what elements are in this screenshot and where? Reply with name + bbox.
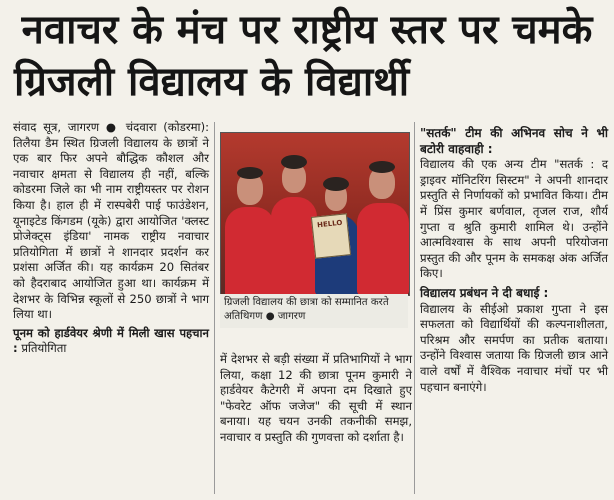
caption-text: ग्रिजली विद्यालय की छात्रा को सम्मानित करते अतिथिगण xyxy=(224,297,389,322)
paragraph-3: में देशभर से बड़ी संख्या में प्रतिभागियों ने भाग लिया, कक्षा 12 की छात्रा पूनम कुमारी ने हार्डवेयर कैटेगरी में अपना दम दिखाते हुए "फेवरेट ऑफ जजेज" की सूची में स्थान बनाया। यह चयन उनकी तकनीकी समझ, नवाचार व प्रस्तुति की गुणवत्ता को दर्शाता है। xyxy=(220,352,412,444)
paragraph-2: प्रतियोगिता xyxy=(21,341,67,356)
column-divider-1 xyxy=(214,122,215,494)
dateline-bullet: ● xyxy=(105,120,126,134)
headline-line-2: ग्रिजली विद्यालय के विद्यार्थी xyxy=(14,59,410,105)
subhead-satark: "सतर्क" टीम की अभिनव सोच ने भी बटोरी वाहवाही : xyxy=(420,126,608,156)
article-column-3 xyxy=(420,124,608,395)
article-column-2 xyxy=(220,352,412,446)
dateline: संवाद सूत्र, जागरण xyxy=(13,120,100,134)
news-photo xyxy=(220,132,410,296)
award-board: HELLO xyxy=(311,213,351,259)
dateline-place: चंदवारा (कोडरमा): xyxy=(125,120,209,134)
photo-credit: जागरण xyxy=(277,311,306,322)
headline-line-1: नवाचर के मंच पर राष्ट्रीय स्तर पर चमके xyxy=(21,7,593,53)
article-column-1 xyxy=(13,120,209,357)
paragraph-1: तिलैया डैम स्थित ग्रिजली विद्यालय के छात्रों ने एक बार फिर अपने बौद्धिक कौशल और नवाचार क्षमता से विद्यालय ही नहीं, बल्कि कोडरमा जिले का भी नाम राष्ट्रीयस्तर पर रोशन किया है। हाल ही में रास्पबेरी पाई फाउंडेशन, यूनाइटेड किंगडम (यूके) द्वारा आयोजित 'क्लस्ट प्रोजेक्ट्स इंडिया' नामक राष्ट्रीय नवाचार प्रतियोगिता में छात्रों ने शानदार प्रदर्शन कर प्रशंसा अर्जित की। यह कार्यक्रम 20 सितंबर को हैदराबाद आयोजित हुआ था। कार्यक्रम में देशभर के विभिन्न स्कूलों से 250 छात्रों ने भाग लिया था। xyxy=(13,135,209,322)
paragraph-4: विद्यालय की एक अन्य टीम "सतर्क : द ड्राइवर मॉनिटरिंग सिस्टम" ने अपनी शानदार प्रस्तुति से निर्णायकों को प्रभावित किया। टीम में प्रिंस कुमार बर्णवाल, तृजल राज, शौर्य गुप्ता व श्रुति कुमारी शामिल थे। उन्होंने आत्मविश्वास के साथ अपनी परियोजना प्रस्तुत की और पूनम के समकक्ष अंक अर्जित किए। xyxy=(420,157,608,281)
subhead-congrats: विद्यालय प्रबंधन ने दी बधाई : xyxy=(420,285,549,300)
paragraph-5: विद्यालय के सीईओ प्रकाश गुप्ता ने इस सफलता को विद्यार्थियों की कल्पनाशीलता, परिश्रम और समर्पण का प्रतीक बताया। उन्होंने विश्वास जताया कि ग्रिजली छात्र आने वाले वर्षों में वैश्विक नवाचार मंचों पर भी पहचान बनाएंगे। xyxy=(420,301,608,394)
photo-caption xyxy=(220,294,408,328)
camera-icon: ● xyxy=(265,311,278,322)
column-divider-2 xyxy=(414,122,415,494)
inline-subhead-poonam: पूनम को हार्डवेयर श्रेणी में मिली खास पहचान : xyxy=(13,325,209,356)
